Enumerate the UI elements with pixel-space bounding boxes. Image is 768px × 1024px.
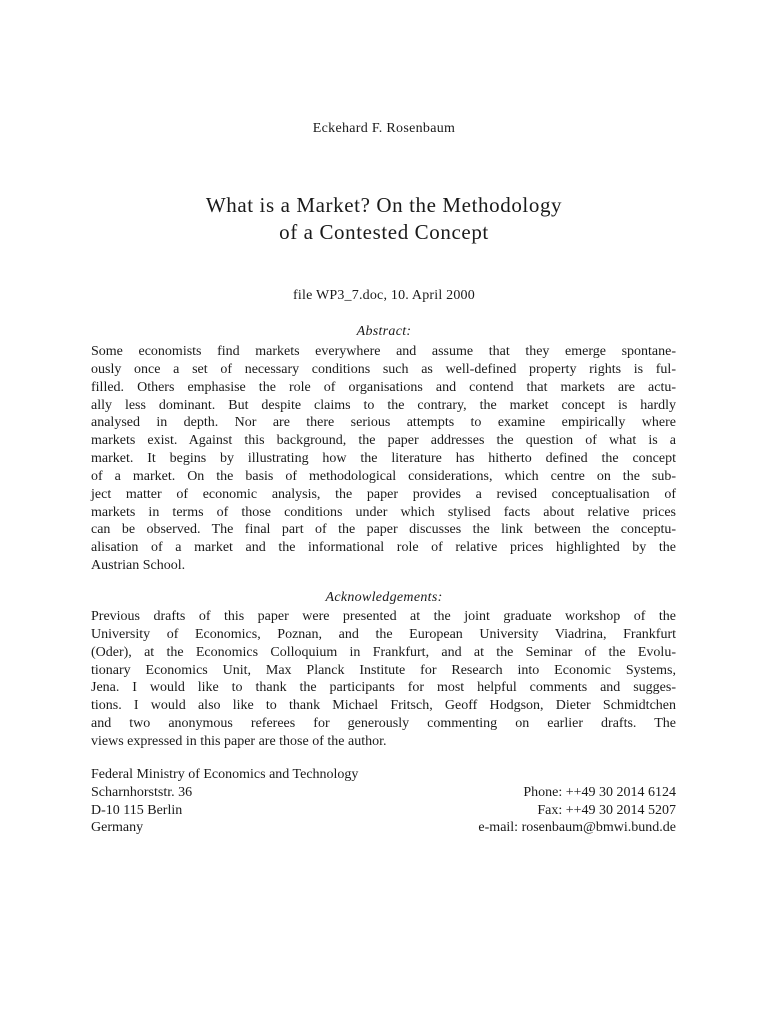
abstract-body bbox=[91, 343, 676, 575]
acknowledgements-line: University of Economics, Poznan, and the European University Viadrina, Frankfurt bbox=[91, 626, 676, 642]
abstract-line: ously once a set of necessary conditions such as well-defined property rights is ful- bbox=[91, 361, 676, 377]
acknowledgements-line: Jena. I would like to thank the participants for most helpful comments and sugges- bbox=[91, 680, 676, 696]
abstract-line: markets exist. Against this background, the paper addresses the question of what is a bbox=[91, 433, 676, 449]
institution-name: Federal Ministry of Economics and Technology bbox=[91, 767, 359, 782]
acknowledgements-line: and two anonymous referees for generously commenting on earlier drafts. The bbox=[91, 716, 676, 732]
abstract-line: of a market. On the basis of methodological considerations, which centre on the sub- bbox=[91, 468, 676, 484]
phone-number: Phone: ++49 30 2014 6124 bbox=[523, 784, 676, 800]
file-info: file WP3_7.doc, 10. April 2000 bbox=[293, 288, 475, 303]
abstract-line: can be observed. The final part of the paper discusses the link between the conceptu- bbox=[91, 522, 676, 538]
paper-title-line-1: What is a Market? On the Methodology bbox=[205, 193, 563, 217]
contact-address bbox=[91, 766, 676, 837]
abstract-line: alisation of a market and the informational role of relative prices highlighted by the bbox=[91, 540, 676, 556]
paper-title-line-2: of a Contested Concept bbox=[279, 220, 489, 244]
city-postal: D-10 115 Berlin bbox=[91, 802, 183, 818]
country: Germany bbox=[91, 820, 144, 836]
acknowledgements-line: views expressed in this paper are those of the author. bbox=[91, 733, 387, 749]
address-row-city bbox=[91, 802, 676, 820]
address-row-street bbox=[91, 784, 676, 802]
abstract-line: market. It begins by illustrating how the literature has hitherto defined the concept bbox=[91, 451, 676, 467]
street-address: Scharnhorststr. 36 bbox=[91, 784, 193, 800]
acknowledgements-line: Previous drafts of this paper were presented at the joint graduate workshop of the bbox=[91, 609, 676, 624]
acknowledgements-line: tions. I would also like to thank Michael Fritsch, Geoff Hodgson, Dieter Schmidtchen bbox=[91, 698, 676, 714]
abstract-heading: Abstract: bbox=[356, 324, 412, 339]
abstract-line: Austrian School. bbox=[91, 558, 186, 574]
acknowledgements-heading: Acknowledgements: bbox=[325, 590, 443, 605]
abstract-line: markets in terms of those conditions under which stylised facts about relative prices bbox=[91, 504, 676, 520]
abstract-line: ject matter of economic analysis, the paper provides a revised conceptualisation of bbox=[91, 486, 676, 502]
fax-number: Fax: ++49 30 2014 5207 bbox=[537, 802, 676, 818]
acknowledgements-line: (Oder), at the Economics Colloquium in Frankfurt, and at the Seminar of the Evolu- bbox=[91, 644, 676, 660]
author-name: Eckehard F. Rosenbaum bbox=[312, 121, 456, 136]
acknowledgements-body bbox=[91, 608, 676, 751]
email-address: e-mail: rosenbaum@bmwi.bund.de bbox=[478, 820, 676, 836]
acknowledgements-line: tionary Economics Unit, Max Planck Institute for Research into Economic Systems, bbox=[91, 662, 676, 678]
abstract-line: analysed in depth. Nor are there serious attempts to examine empirically where bbox=[91, 415, 676, 431]
paper-title bbox=[0, 192, 768, 246]
abstract-line: filled. Others emphasise the role of organisations and contend that markets are actu- bbox=[91, 379, 676, 395]
address-row-country bbox=[91, 819, 676, 837]
address-row-institution bbox=[91, 766, 676, 784]
abstract-line: ally less dominant. But despite claims to the contrary, the market concept is hardly bbox=[91, 397, 676, 413]
abstract-line: Some economists find markets everywhere and assume that they emerge spontane- bbox=[91, 344, 676, 359]
